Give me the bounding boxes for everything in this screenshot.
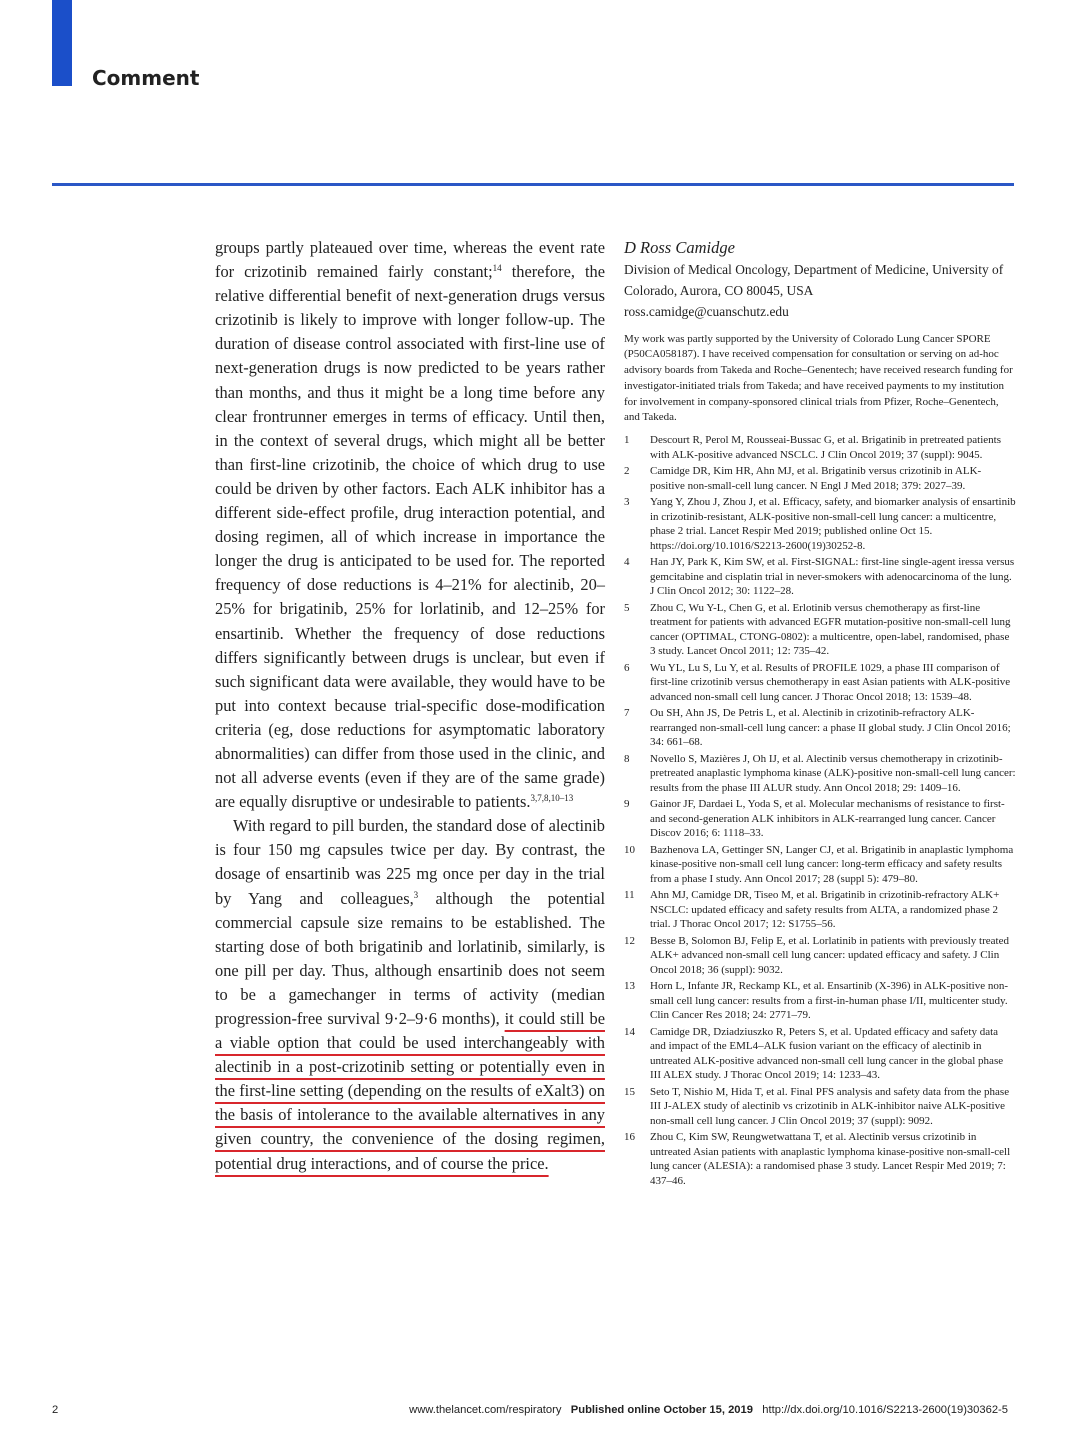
reference-text: Han JY, Park K, Kim SW, et al. First-SIGNAL: first-line single-agent iressa versus gemcitabine and cisplatin trial in never-smokers with adenocarcinoma of the lung. J Clin Oncol 2012; 30: 1122–28. [650, 556, 1015, 598]
p1-citation-b: 3,7,8,10–13 [530, 793, 574, 804]
reference-number: 13 [624, 980, 635, 993]
reference-text: Novello S, Mazières J, Oh IJ, et al. Alectinib versus chemotherapy in crizotinib-pretreated anaplastic lymphoma kinase (ALK)-positive non-small-cell lung cancer: results from the phase III ALUR study. Ann Oncol 2018; 29: 1409–16. [650, 752, 1016, 794]
reference-item [624, 934, 1016, 978]
reference-number: 5 [624, 601, 630, 614]
body-paragraph-2 [215, 814, 605, 1175]
reference-item [624, 464, 1016, 493]
reference-item [624, 555, 1016, 599]
reference-item [624, 661, 1016, 705]
page-number: 2 [52, 1404, 59, 1416]
highlighted-passage: it could still be a viable option that could be used interchangeably with alectinib in a post-crizotinib setting or potentially even in the first-line setting (depending on the results of eXalt3) on the basis of intolerance to the available alternatives in any given country, the convenience of the dosing regimen, potential drug interactions, and of course the price. [215, 1009, 605, 1173]
p2-text-a: With regard to pill burden, the standard dose of alectinib is four 150 mg capsules twice per day. By contrast, the dosage of ensartinib was 225 mg once per day in the trial by Yang and colleagues, [215, 816, 605, 908]
published-date: Published online October 15, 2019 [570, 1404, 753, 1416]
reference-text: Gainor JF, Dardaei L, Yoda S, et al. Molecular mechanisms of resistance to first- and second-generation ALK inhibitors in ALK-rearranged lung cancer. Cancer Discov 2016; 6: 1118–33. [650, 798, 1005, 840]
reference-text: Zhou C, Wu Y-L, Chen G, et al. Erlotinib versus chemotherapy as first-line treatment for patients with advanced EGFR mutation-positive non-small-cell lung cancer (OPTIMAL, CTONG-0802): a multicentre, open-label, randomised, phase 3 study. Lancet Oncol 2011; 12: 735–42. [650, 601, 1011, 658]
reference-number: 6 [624, 661, 630, 674]
reference-text: Camidge DR, Kim HR, Ahn MJ, et al. Brigatinib versus crizotinib in ALK-positive non-small-cell lung cancer. N Engl J Med 2018; 379: 2027–39. [650, 465, 982, 492]
reference-number: 15 [624, 1085, 635, 1098]
reference-list [624, 433, 1016, 1188]
reference-item [624, 433, 1016, 462]
reference-number: 1 [624, 434, 630, 447]
reference-text: Besse B, Solomon BJ, Felip E, et al. Lorlatinib in patients with previously treated ALK+ advanced non-small cell lung cancer: updated efficacy and safety. J Clin Oncol 2018; 36 (suppl): 9032. [650, 934, 1009, 976]
body-column [215, 236, 605, 1176]
author-email[interactable]: ross.camidge@cuanschutz.edu [624, 304, 789, 319]
reference-text: Ahn MJ, Camidge DR, Tiseo M, et al. Brigatinib in crizotinib-refractory ALK+ NSCLC: updated efficacy and safety results from ALTA, a randomized phase 2 trial. J Thorac Oncol 2017; 12: S1755–56. [650, 889, 1000, 931]
reference-item [624, 888, 1016, 932]
reference-number: 16 [624, 1131, 635, 1144]
reference-item [624, 1085, 1016, 1129]
reference-number: 7 [624, 707, 630, 720]
reference-text: Bazhenova LA, Gettinger SN, Langer CJ, et al. Brigatinib in anaplastic lymphoma kinase-positive non-small cell lung cancer: long-term efficacy and safety results from a phase I study. Ann Oncol 2017; 28 (suppl 5): 479–80. [650, 843, 1014, 885]
reference-text: Camidge DR, Dziadziuszko R, Peters S, et al. Updated efficacy and safety data and impact of the EML4–ALK fusion variant on the efficacy of alectinib in untreated ALK-positive advanced non-small cell lung cancer in the global phase III ALEX study. J Thorac Oncol 2019; 14: 1233–43. [650, 1025, 1004, 1082]
header-rule [52, 183, 1014, 186]
reference-item [624, 495, 1016, 553]
reference-item [624, 797, 1016, 841]
reference-item [624, 843, 1016, 887]
p1-citation-a: 14 [492, 263, 502, 274]
reference-number: 14 [624, 1025, 635, 1038]
section-accent-bar [52, 0, 72, 86]
reference-text: Horn L, Infante JR, Reckamp KL, et al. Ensartinib (X-396) in ALK-positive non-small cell lung cancer: results from a first-in-human phase I/II, multicenter study. Clin Cancer Res 2018; 24: 2771–79. [650, 980, 1009, 1022]
reference-number: 8 [624, 752, 630, 765]
doi-link[interactable]: http://dx.doi.org/10.1016/S2213-2600(19)30362-5 [762, 1404, 1008, 1416]
reference-text: Wu YL, Lu S, Lu Y, et al. Results of PROFILE 1029, a phase III comparison of first-line crizotinib versus chemotherapy in east Asian patients with ALK-positive advanced non-small cell lung cancer. J Thorac Oncol 2018; 13: 1539–48. [650, 661, 1011, 703]
reference-text: Zhou C, Kim SW, Reungwetwattana T, et al. Alectinib versus crizotinib in untreated Asian patients with anaplastic lymphoma kinase-positive non-small-cell lung cancer (ALESIA): a randomised phase 3 study. Lancet Respir Med 2019; 7: 437–46. [650, 1131, 1011, 1187]
reference-number: 12 [624, 934, 635, 947]
reference-number: 3 [624, 496, 630, 509]
reference-number: 11 [624, 889, 635, 902]
side-column [624, 237, 1016, 1190]
reference-text: Seto T, Nishio M, Hida T, et al. Final PFS analysis and safety data from the phase III J-ALEX study of alectinib vs crizotinib in ALK-inhibitor naive ALK-positive non-small cell lung cancer. J Clin Oncol 2019; 37 (suppl): 9092. [650, 1085, 1010, 1127]
body-paragraph-1 [215, 236, 605, 814]
reference-number: 10 [624, 843, 635, 856]
reference-item [624, 1130, 1016, 1188]
reference-number: 9 [624, 798, 630, 811]
section-label: Comment [92, 66, 200, 90]
reference-item [624, 601, 1016, 659]
p1-text-b: therefore, the relative differential benefit of next-generation drugs versus crizotinib is likely to improve with longer follow-up. The duration of disease control associated with first-line use of next-generation drugs is now predicted to be years rather than months, and thus it might be a long time before any clear frontrunner emerges in terms of efficacy. Until then, in the context of several drugs, which might all be better than first-line crizotinib, the choice of which drug to use could be driven by other factors. Each ALK inhibitor has a different side-effect profile, drug interaction potential, and dosing regimen, all of which increase in importance the longer the drug is anticipated to be used for. The reported frequency of dose reductions is 4–21% for alectinib, 20–25% for brigatinib, 25% for lorlatinib, and 12–25% for ensartinib. Whether the frequency of dose reductions differs significantly between drugs is unclear, but even if such significant data were available, they would have to be put into context because trial-specific dose-modification criteria (eg, dose reductions for asymptomatic laboratory abnormalities) can differ from those used in the clinic, and not all adverse events (even if they are of the same grade) are equally disruptive or undesirable to patients. [215, 262, 605, 812]
reference-item [624, 706, 1016, 750]
reference-number: 2 [624, 465, 630, 478]
footer-info [409, 1404, 1008, 1416]
reference-item [624, 752, 1016, 796]
author-affiliation: Division of Medical Oncology, Department of Medicine, University of Colorado, Aurora, CO 80045, USA [624, 262, 1004, 298]
reference-text: Ou SH, Ahn JS, De Petris L, et al. Alectinib in crizotinib-refractory ALK-rearranged non-small-cell lung cancer: a phase II global study. J Clin Oncol 2016; 34: 661–68. [650, 707, 1011, 749]
author-name: D Ross Camidge [624, 238, 735, 257]
p1-text-a: groups partly plateaued over time, whereas the event rate for crizotinib remained fairly constant; [215, 238, 605, 282]
journal-url[interactable]: www.thelancet.com/respiratory [409, 1404, 562, 1416]
p2-text-b: although the potential commercial capsule size remains to be established. The starting dose of both brigatinib and lorlatinib, similarly, is one pill per day. Thus, although ensartinib does not seem to be a gamechanger in terms of activity (median progression-free survival 9·2–9·6 months), [215, 888, 605, 1028]
reference-item [624, 979, 1016, 1023]
reference-number: 4 [624, 556, 630, 569]
reference-text: Descourt R, Perol M, Rousseai-Bussac G, et al. Brigatinib in pretreated patients with ALK-positive advanced NSCLC. J Clin Oncol 2019; 37 (suppl): 9045. [650, 434, 1002, 461]
disclosure-statement: My work was partly supported by the University of Colorado Lung Cancer SPORE (P50CA058187). I have received compensation for consultation or serving on ad-hoc advisory boards from Takeda and Roche–Genentech; have received research funding for investigator-initiated trials from Takeda; and have received payments to my institution for involvement in company-sponsored clinical trials from Pfizer, Roche–Genentech, and Takeda. [624, 332, 1013, 424]
reference-item [624, 1025, 1016, 1083]
reference-text: Yang Y, Zhou J, Zhou J, et al. Efficacy, safety, and biomarker analysis of ensartinib in crizotinib-resistant, ALK-positive non-small-cell lung cancer: a multicentre, phase 2 trial. Lancet Respir Med 2019; published online Oct 15. https://doi.org/10.1016/S2213-2600(19)30252-8. [650, 496, 1016, 552]
p2-citation-a: 3 [413, 889, 419, 900]
